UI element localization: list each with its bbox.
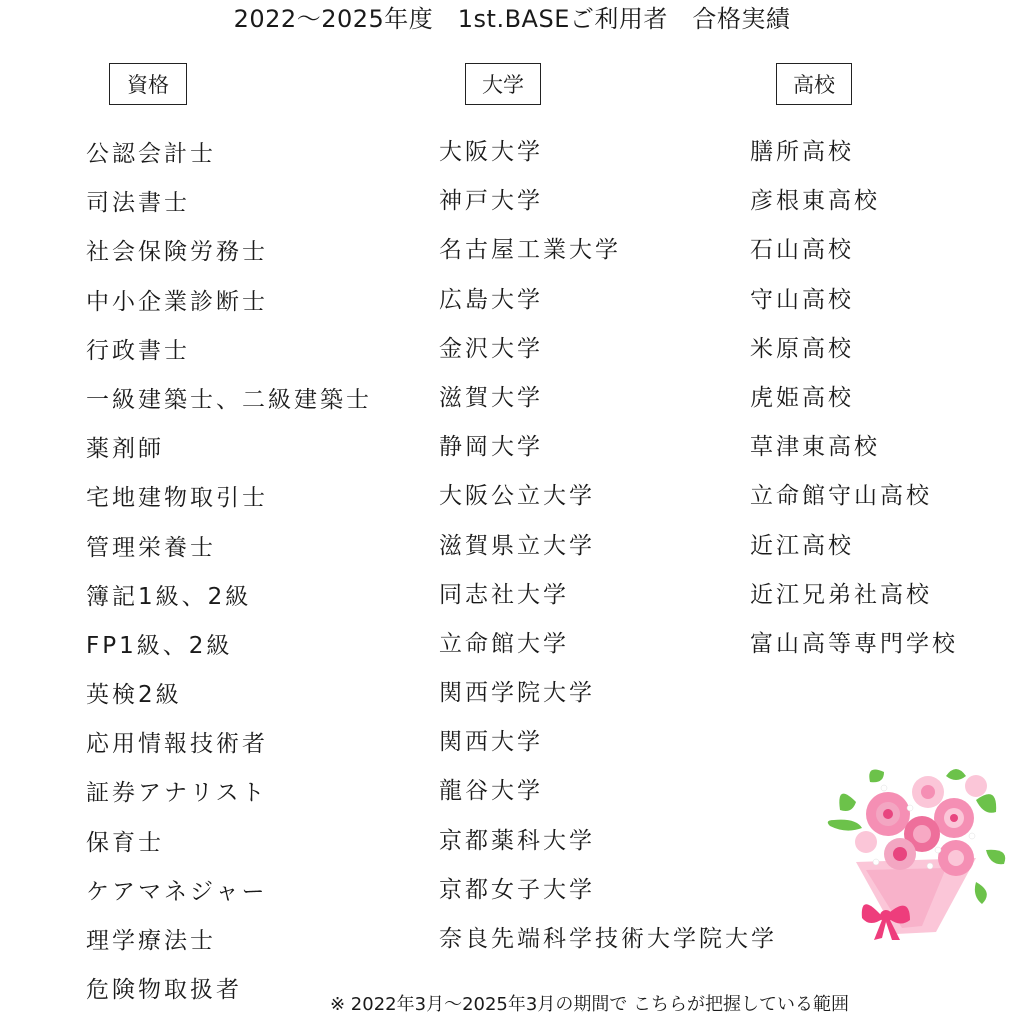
high-school-item: 草津東高校: [750, 434, 880, 461]
qualification-item: FP1級、2級: [86, 632, 233, 659]
footnote: ※ 2022年3月〜2025年3月の期間で こちらが把握している範囲: [330, 994, 850, 1015]
flower-bouquet-icon: [826, 762, 1010, 946]
qualifications-header: 資格: [109, 63, 187, 105]
qualification-item: 行政書士: [86, 337, 190, 364]
high-school-item: 近江兄弟社高校: [750, 581, 932, 608]
university-item: 奈良先端科学技術大学院大学: [439, 926, 777, 952]
qualification-item: 応用情報技術者: [86, 731, 268, 758]
university-item: 京都女子大学: [439, 876, 595, 903]
qualification-item: 司法書士: [86, 190, 190, 217]
high-school-item: 彦根東高校: [750, 188, 880, 215]
high-school-item: 守山高校: [750, 286, 854, 313]
university-item: 広島大学: [439, 286, 543, 313]
qualification-item: 宅地建物取引士: [86, 485, 268, 512]
university-item: 金沢大学: [439, 335, 543, 362]
qualification-item: 危険物取扱者: [86, 977, 242, 1004]
high-schools-header: 高校: [776, 63, 852, 105]
university-item: 滋賀大学: [439, 384, 543, 411]
qualification-item: 一級建築士、二級建築士: [86, 386, 372, 413]
high-school-item: 米原高校: [750, 335, 854, 362]
high-school-item: 虎姫高校: [750, 384, 854, 411]
high-school-item: 膳所高校: [750, 139, 854, 165]
qualification-item: 簿記1級、2級: [86, 583, 252, 610]
qualification-item: 公認会計士: [86, 141, 216, 167]
university-item: 静岡大学: [439, 434, 543, 461]
qualification-item: 社会保険労務士: [86, 239, 268, 266]
high-school-item: 石山高校: [750, 237, 854, 264]
universities-header: 大学: [465, 63, 541, 105]
high-school-item: 近江高校: [750, 532, 854, 559]
qualification-item: 管理栄養士: [86, 534, 216, 561]
qualification-item: 中小企業診断士: [86, 288, 268, 315]
high-schools-list: [750, 132, 958, 673]
university-item: 京都薬科大学: [439, 827, 595, 854]
qualification-item: ケアマネジャー: [86, 878, 268, 905]
qualifications-list: [86, 134, 372, 1019]
university-item: 大阪公立大学: [439, 483, 595, 510]
university-item: 同志社大学: [439, 581, 569, 608]
universities-list: [439, 132, 777, 968]
university-item: 滋賀県立大学: [439, 532, 595, 559]
high-school-item: 富山高等専門学校: [750, 630, 958, 657]
qualification-item: 薬剤師: [86, 436, 164, 463]
university-item: 大阪大学: [439, 139, 543, 165]
university-item: 神戸大学: [439, 188, 543, 215]
qualification-item: 証券アナリスト: [86, 780, 268, 807]
university-item: 龍谷大学: [439, 778, 543, 805]
qualification-item: 保育士: [86, 829, 164, 856]
university-item: 名古屋工業大学: [439, 237, 621, 264]
qualification-item: 英検2級: [86, 682, 182, 709]
university-item: 関西学院大学: [439, 680, 595, 707]
high-school-item: 立命館守山高校: [750, 483, 932, 510]
qualification-item: 理学療法士: [86, 928, 216, 954]
page-title: 2022〜2025年度 1st.BASEご利用者 合格実績: [233, 5, 791, 33]
university-item: 立命館大学: [439, 630, 569, 657]
university-item: 関西大学: [439, 729, 543, 756]
